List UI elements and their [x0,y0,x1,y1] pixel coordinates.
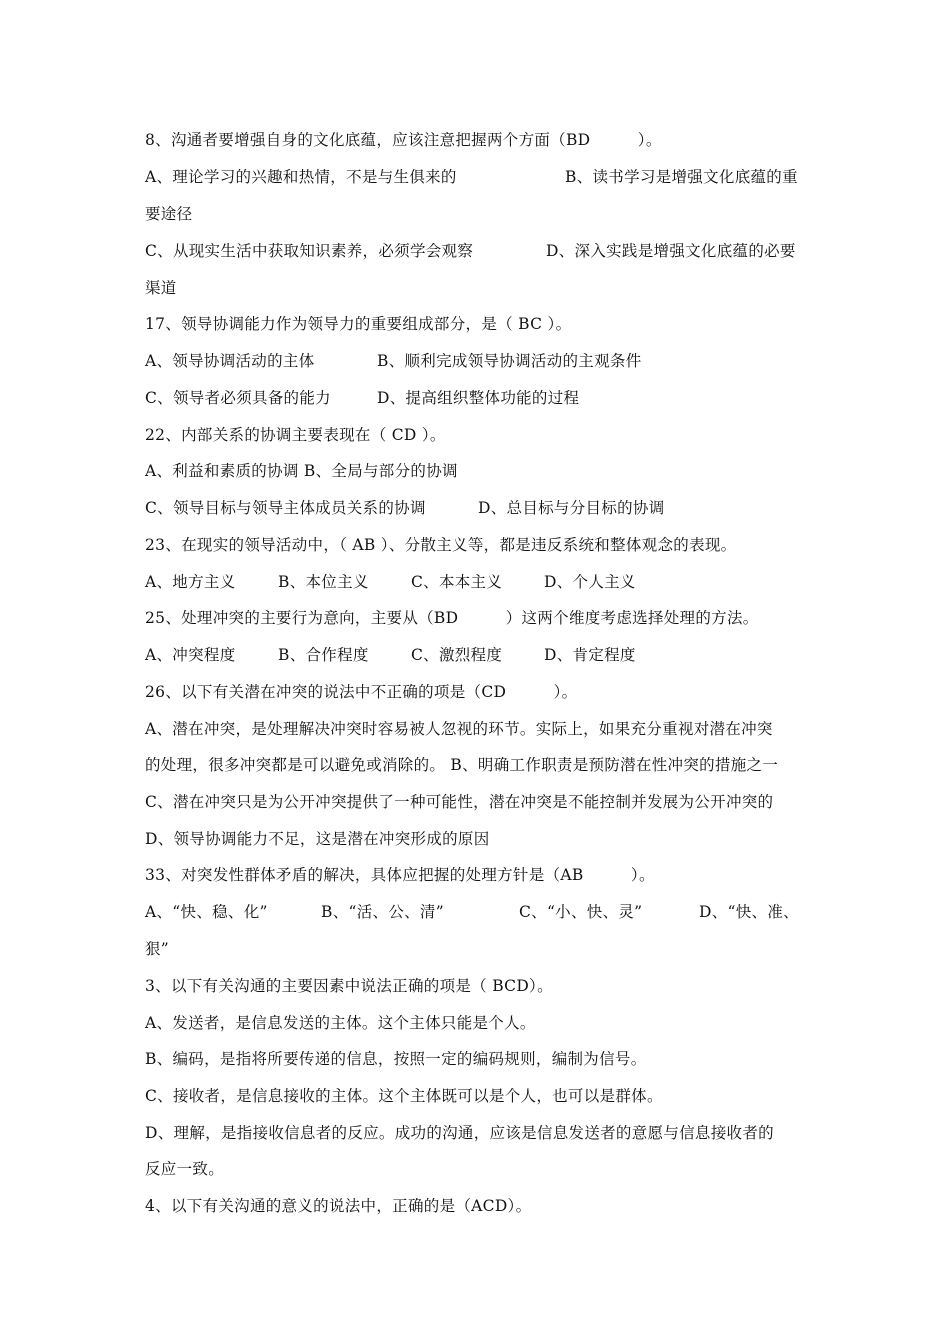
q23-option-a: A、地方主义 [145,573,236,591]
q26-option-d: D、领导协调能力不足，这是潜在冲突形成的原因 [145,830,490,848]
q33-option-c: C、“小、快、灵” [519,903,643,921]
q33-options [145,902,820,1022]
q3-option-b: B、编码，是指将所要传递的信息，按照一定的编码规则，编制为信号。 [145,1050,647,1068]
q3-option-a: A、发送者，是信息发送的主体。这个主体只能是个人。 [145,1014,536,1032]
q25-option-b: B、合作程度 [278,646,369,664]
q17-option-a: A、领导协调活动的主体 [145,352,315,370]
q33-option-d: D、“快、准、 [699,903,799,921]
q25-option-d: D、肯定程度 [544,646,636,664]
q8-option-b-cont: 要途径 [145,205,193,223]
q8-option-c: C、从现实生活中获取知识素养，必须学会观察 [145,242,474,260]
q22-option-d: D、总目标与分目标的协调 [478,499,665,517]
q17-option-c: C、领导者必须具备的能力 [145,389,331,407]
q8-option-d-cont: 渠道 [145,279,177,297]
q23-option-c: C、本本主义 [411,573,503,591]
question-8: 8、沟通者要增强自身的文化底蕴，应该注意把握两个方面（BD ）。 [145,131,662,149]
q3-option-d: D、理解，是指接收信息者的反应。成功的沟通，应该是信息发送者的意愿与信息接收者的 [145,1124,774,1142]
q22-option-c: C、领导目标与领导主体成员关系的协调 [145,499,426,517]
question-23: 23、在现实的领导活动中，（ AB ）、分散主义等，都是违反系统和整体观念的表现。 [145,536,737,554]
q17-option-d: D、提高组织整体功能的过程 [377,389,580,407]
q25-option-a: A、冲突程度 [145,646,236,664]
q22-options-ab: A、利益和素质的协调 B、全局与部分的协调 [145,462,458,480]
q25-option-c: C、激烈程度 [411,646,503,664]
q8-option-d: D、深入实践是增强文化底蕴的必要 [546,242,796,260]
q33-option-b: B、“活、公、清” [321,903,444,921]
q26-option-a-b: 的处理，很多冲突都是可以避免或消除的。 B、明确工作职责是预防潜在性冲突的措施之一 [145,756,779,774]
q33-option-a: A、“快、稳、化” [145,903,268,921]
question-33: 33、对突发性群体矛盾的解决，具体应把握的处理方针是（AB ）。 [145,866,655,884]
q26-option-a: A、潜在冲突，是处理解决冲突时容易被人忽视的环节。实际上，如果充分重视对潜在冲突 [145,720,773,738]
question-25: 25、处理冲突的主要行为意向，主要从（BD ）这两个维度考虑选择处理的方法。 [145,609,759,627]
q25-options [145,645,820,765]
q23-option-b: B、本位主义 [278,573,369,591]
question-22: 22、内部关系的协调主要表现在（ CD ）。 [145,426,446,444]
q3-option-d-cont: 反应一致。 [145,1160,225,1178]
q8-option-a: A、理论学习的兴趣和热情，不是与生俱来的 [145,168,457,186]
q3-option-c: C、接收者，是信息接收的主体。这个主体既可以是个人，也可以是群体。 [145,1087,663,1105]
q33-option-d-cont: 狠” [145,940,170,958]
question-4: 4、以下有关沟通的意义的说法中，正确的是（ACD）。 [145,1197,532,1215]
q17-option-b: B、顺利完成领导协调活动的主观条件 [377,352,642,370]
q23-option-d: D、个人主义 [544,573,636,591]
question-3: 3、以下有关沟通的主要因素中说法正确的项是（ BCD）。 [145,977,553,995]
question-17: 17、领导协调能力作为领导力的重要组成部分，是（ BC ）。 [145,315,572,333]
q26-option-c: C、潜在冲突只是为公开冲突提供了一种可能性，潜在冲突是不能控制并发展为公开冲突的 [145,793,774,811]
question-26: 26、以下有关潜在冲突的说法中不正确的项是（CD ）。 [145,683,578,701]
q8-option-b: B、读书学习是增强文化底蕴的重 [565,168,798,186]
